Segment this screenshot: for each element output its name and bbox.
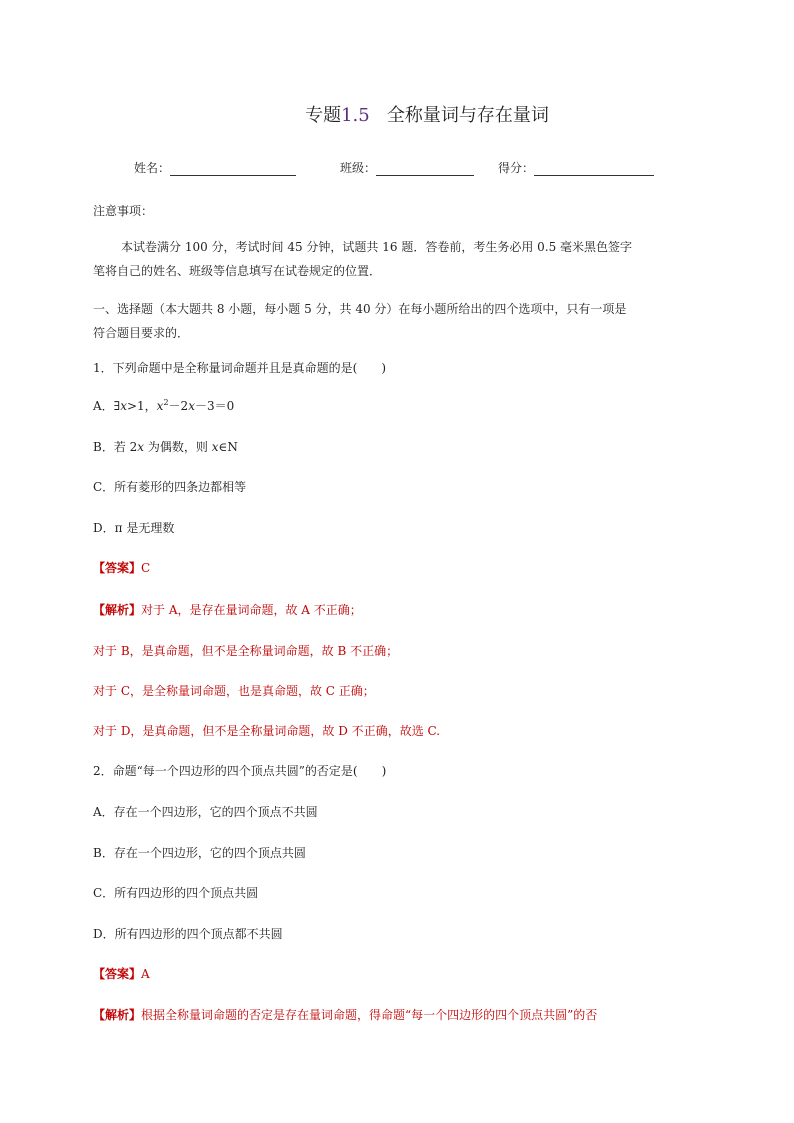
q1-option-d: D．π 是无理数: [93, 521, 175, 535]
class-label: 班级：: [340, 161, 377, 175]
name-field[interactable]: [134, 159, 296, 176]
title-text: 全称量词与存在量词: [386, 105, 549, 126]
q1-option-a: A．∃x>1，$x^2-2x-3=0$: [93, 398, 235, 413]
name-blank[interactable]: [170, 161, 296, 176]
q2-answer: [93, 967, 150, 981]
notice-heading: 注意事项：: [93, 204, 154, 218]
q1-stem: 1．下列命题中是全称量词命题并且是真命题的是( ): [93, 361, 387, 375]
q1-analysis-1: 【解析】对于 A，是存在量词命题，故 A 不正确；: [93, 603, 362, 617]
q2-option-c: C．所有四边形的四个顶点共圆: [93, 886, 259, 900]
q1-analysis-2: 对于 B，是真命题，但不是全称量词命题，故 B 不正确；: [93, 644, 399, 658]
class-field[interactable]: [340, 159, 474, 176]
score-label: 得分：: [498, 161, 535, 175]
answer-value: A: [141, 967, 150, 981]
section-line-1: 一、选择题（本大题共 8 小题，每小题 5 分，共 40 分）在每小题所给出的四个选项中，只有一项是: [93, 302, 627, 316]
notice-line-2: 笔将自己的姓名、班级等信息填写在试卷规定的位置．: [93, 264, 382, 278]
q2-option-d: D．所有四边形的四个顶点都不共圆: [93, 927, 283, 941]
title-prefix: 专题: [305, 105, 342, 126]
q1-option-b: B．若 2x 为偶数，则 x∈N: [93, 440, 238, 454]
answer-tag: 【答案】: [93, 967, 142, 981]
q1-analysis-4: 对于 D，是真命题，但不是全称量词命题，故 D 不正确，故选 C.: [93, 724, 441, 738]
q2-option-a: A．存在一个四边形，它的四个顶点不共圆: [93, 805, 318, 819]
section-line-2: 符合题目要求的．: [93, 326, 190, 340]
q1-option-c: C．所有菱形的四条边都相等: [93, 480, 247, 494]
class-blank[interactable]: [376, 161, 474, 176]
q2-stem: 2．命题“每一个四边形的四个顶点共圆”的否定是( ): [93, 764, 387, 778]
notice-line-1: 本试卷满分 100 分，考试时间 45 分钟，试题共 16 题．答卷前，考生务必用 0.5 毫米黑色签字: [121, 240, 633, 254]
q1-answer: [93, 561, 150, 575]
q1-analysis-3: 对于 C，是全称量词命题，也是真命题，故 C 正确；: [93, 684, 375, 698]
score-field[interactable]: [498, 159, 654, 176]
q2-analysis-1: 【解析】根据全称量词命题的否定是存在量词命题，得命题“每一个四边形的四个顶点共圆”的否: [93, 1008, 598, 1022]
analysis-tag: 【解析】: [93, 603, 142, 617]
analysis-tag: 【解析】: [93, 1008, 142, 1022]
page-title: [0, 104, 794, 128]
q2-option-b: B．存在一个四边形，它的四个顶点共圆: [93, 846, 306, 860]
title-number: 1.5: [341, 105, 370, 126]
name-label: 姓名：: [134, 161, 171, 175]
answer-tag: 【答案】: [93, 561, 142, 575]
answer-value: C: [141, 561, 151, 575]
score-blank[interactable]: [534, 161, 654, 176]
